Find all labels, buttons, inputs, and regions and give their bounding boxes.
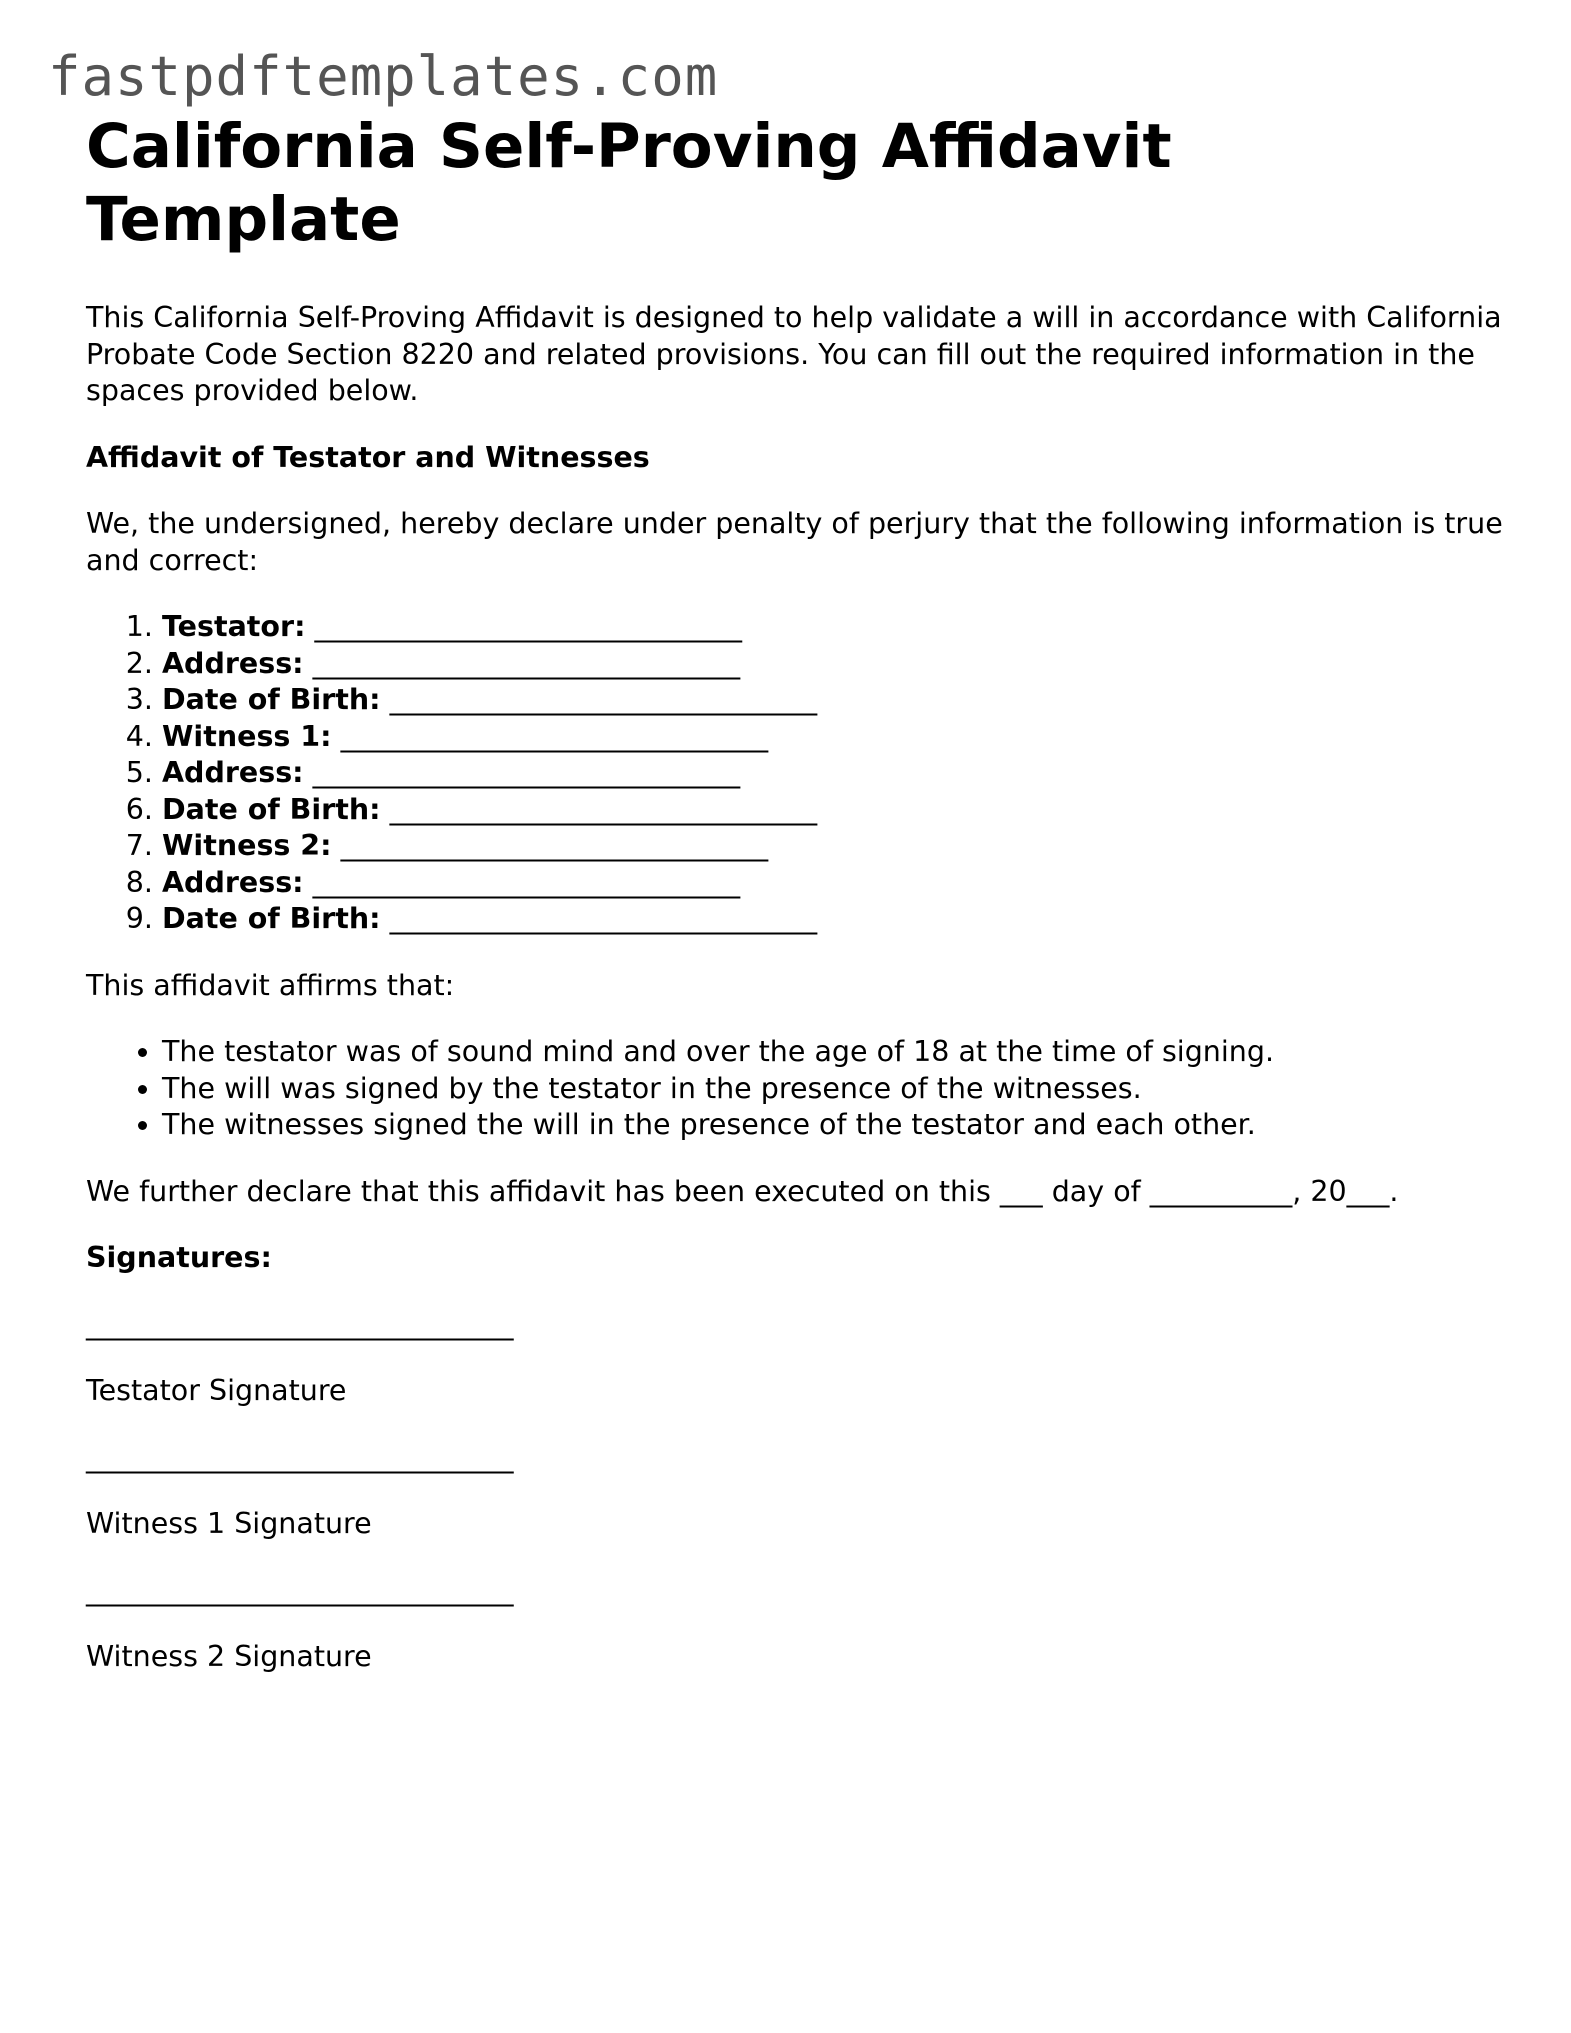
field-label: Address:	[162, 756, 304, 789]
field-witness-1-address	[162, 755, 1506, 792]
page-title: California Self-Proving Affidavit Template	[86, 111, 1172, 255]
field-blank[interactable]: ______________________________	[389, 902, 818, 935]
intro-paragraph: This California Self-Proving Affidavit is designed to help validate a will in accordance with California Probate Code Section 8220 and related provisions. You can fill out the required information in the spaces provided below.	[86, 301, 1502, 407]
field-witness-1-dob	[162, 792, 1506, 829]
field-label: Address:	[162, 865, 304, 899]
field-blank[interactable]: ______________________________	[389, 683, 818, 716]
field-testator-dob	[162, 682, 1506, 719]
field-label: Witness 1:	[162, 719, 332, 753]
field-blank[interactable]: ______________________________	[314, 610, 743, 643]
testator-signature-label: Testator Signature	[86, 1374, 347, 1407]
document-body	[86, 110, 1506, 1676]
field-label: Date of Birth:	[162, 683, 381, 716]
fields-list	[86, 609, 1506, 938]
field-witness-2-dob	[162, 901, 1506, 938]
field-witness-1	[162, 719, 1506, 756]
list-item: • The witnesses signed the will in the presence of the testator and each other.	[162, 1107, 1506, 1144]
list-item: • The will was signed by the testator in the presence of the witnesses.	[162, 1071, 1506, 1108]
field-label: Date of Birth:	[162, 792, 381, 826]
field-label: Address:	[162, 646, 304, 680]
list-item: • The testator was of sound mind and over the age of 18 at the time of signing.	[162, 1034, 1506, 1071]
signatures-heading: Signatures:	[86, 1241, 272, 1274]
field-blank[interactable]: ______________________________	[312, 646, 741, 680]
affirm-intro: This affidavit affirms that:	[86, 968, 455, 1002]
field-label: Date of Birth:	[162, 902, 381, 935]
field-blank[interactable]: ______________________________	[312, 865, 741, 899]
witness-2-signature-line[interactable]: ______________________________	[86, 1573, 514, 1607]
declaration-paragraph: We, the undersigned, hereby declare under penalty of perjury that the following information is true and correct:	[86, 507, 1503, 577]
field-label: Witness 2:	[162, 829, 332, 862]
field-blank[interactable]: ______________________________	[340, 719, 769, 753]
field-witness-2-address	[162, 865, 1506, 902]
field-witness-2	[162, 828, 1506, 865]
watermark: fastpdftemplates.com	[48, 45, 719, 108]
testator-signature-line[interactable]: ______________________________	[86, 1307, 514, 1341]
field-blank[interactable]: ______________________________	[312, 756, 741, 789]
field-blank[interactable]: ______________________________	[389, 792, 818, 826]
section-heading: Affidavit of Testator and Witnesses	[86, 440, 650, 474]
witness-1-signature-label: Witness 1 Signature	[86, 1507, 372, 1540]
field-testator	[162, 609, 1506, 646]
witness-2-signature-label: Witness 2 Signature	[86, 1640, 372, 1673]
execution-paragraph: We further declare that this affidavit has been executed on this ___ day of __________, 20___.	[86, 1174, 1399, 1208]
field-testator-address	[162, 646, 1506, 683]
field-label: Testator:	[162, 610, 306, 643]
witness-1-signature-line[interactable]: ______________________________	[86, 1440, 514, 1474]
field-blank[interactable]: ______________________________	[340, 829, 769, 862]
affirmations-list	[86, 1034, 1506, 1144]
